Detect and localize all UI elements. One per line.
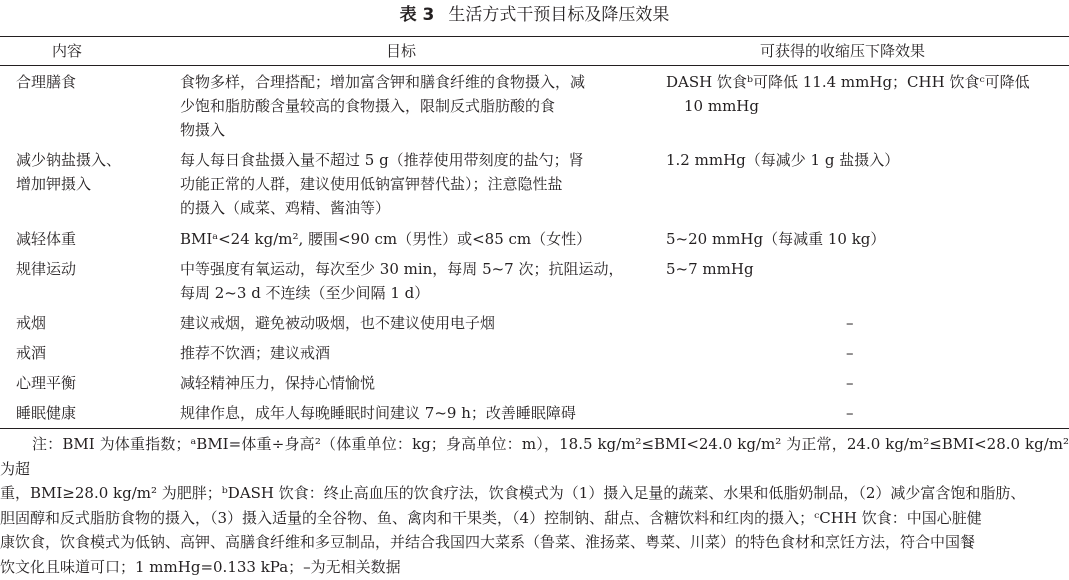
note-line: 注：BMI 为体重指数；ᵃBMI=体重÷身高²（体重单位：kg；身高单位：m），18.5 kg/m²≤BMI<24.0 kg/m² 为正常，24.0 kg/m²≤BMI<28.0 kg/m² 为超 xyxy=(0,435,1069,478)
note-line: 重，BMI≥28.0 kg/m² 为肥胖；ᵇDASH 饮食：终止高血压的饮食疗法，饮食模式为（1）摄入足量的蔬菜、水果和低脂奶制品，（2）减少富含饱和脂肪、 xyxy=(0,484,1026,503)
row-content: 戒烟 xyxy=(16,314,47,332)
row-goal: BMIᵃ<24 kg/m², 腰围<90 cm（男性）或<85 cm（女性） xyxy=(180,230,592,248)
header-effect: 可获得的收缩压下降效果 xyxy=(760,42,926,60)
row-content: 心理平衡 xyxy=(16,374,77,392)
table-note xyxy=(0,432,1069,580)
bottom-rule xyxy=(0,428,1069,429)
note-line: 胆固醇和反式脂肪食物的摄入，（3）摄入适量的全谷物、鱼、禽肉和干果类，（4）控制钠、甜点、含糖饮料和红肉的摄入；ᶜCHH 饮食：中国心脏健 xyxy=(0,508,982,527)
table-title xyxy=(0,4,1069,26)
row-goal: 建议戒烟，避免被动吸烟，也不建议使用电子烟 xyxy=(180,314,496,332)
row-effect: 1.2 mmHg（每减少 1 g 盐摄入） xyxy=(666,151,900,169)
row-content: 减轻体重 xyxy=(16,230,77,248)
row-goal: 食物多样，合理搭配；增加富含钾和膳食纤维的食物摄入，减 少饱和脂肪酸含量较高的食物摄入，限制反式脂肪酸的食 物摄入 xyxy=(180,73,586,139)
header-goal: 目标 xyxy=(386,42,417,60)
row-content: 睡眠健康 xyxy=(16,404,77,422)
row-goal: 每人每日食盐摄入量不超过 5 g（推荐使用带刻度的盐勺；肾 功能正常的人群，建议使用低钠富钾替代盐）；注意隐性盐 的摄入（咸菜、鸡精、酱油等） xyxy=(180,151,584,217)
row-effect: – xyxy=(846,344,854,362)
header-rule xyxy=(0,65,1069,66)
row-goal: 推荐不饮酒；建议戒酒 xyxy=(180,344,331,362)
row-content: 合理膳食 xyxy=(16,73,77,91)
row-content: 戒酒 xyxy=(16,344,47,362)
row-goal: 减轻精神压力，保持心情愉悦 xyxy=(180,374,376,392)
row-goal: 规律作息，成年人每晚睡眠时间建议 7~9 h；改善睡眠障碍 xyxy=(180,404,576,422)
row-effect: 5~7 mmHg xyxy=(666,260,754,278)
top-rule xyxy=(0,36,1069,37)
row-effect: – xyxy=(846,404,854,422)
note-line: 饮文化且味道可口；1 mmHg=0.133 kPa；–为无相关数据 xyxy=(0,557,401,576)
note-line: 康饮食，饮食模式为低钠、高钾、高膳食纤维和多豆制品，并结合我国四大菜系（鲁菜、淮扬菜、粤菜、川菜）的特色食材和烹饪方法，符合中国餐 xyxy=(0,533,976,552)
table-caption: 生活方式干预目标及降压效果 xyxy=(448,5,670,25)
row-effect: – xyxy=(846,314,854,332)
row-content: 减少钠盐摄入、 增加钾摄入 xyxy=(16,151,122,193)
row-effect: – xyxy=(846,374,854,392)
header-content: 内容 xyxy=(52,42,83,60)
table-number: 表 3 xyxy=(399,5,435,25)
row-effect: DASH 饮食ᵇ可降低 11.4 mmHg；CHH 饮食ᶜ可降低 10 mmHg xyxy=(666,73,1030,115)
row-content: 规律运动 xyxy=(16,260,77,278)
row-effect: 5~20 mmHg（每减重 10 kg） xyxy=(666,230,886,248)
row-goal: 中等强度有氧运动，每次至少 30 min，每周 5~7 次；抗阻运动， 每周 2~3 d 不连续（至少间隔 1 d） xyxy=(180,260,624,302)
